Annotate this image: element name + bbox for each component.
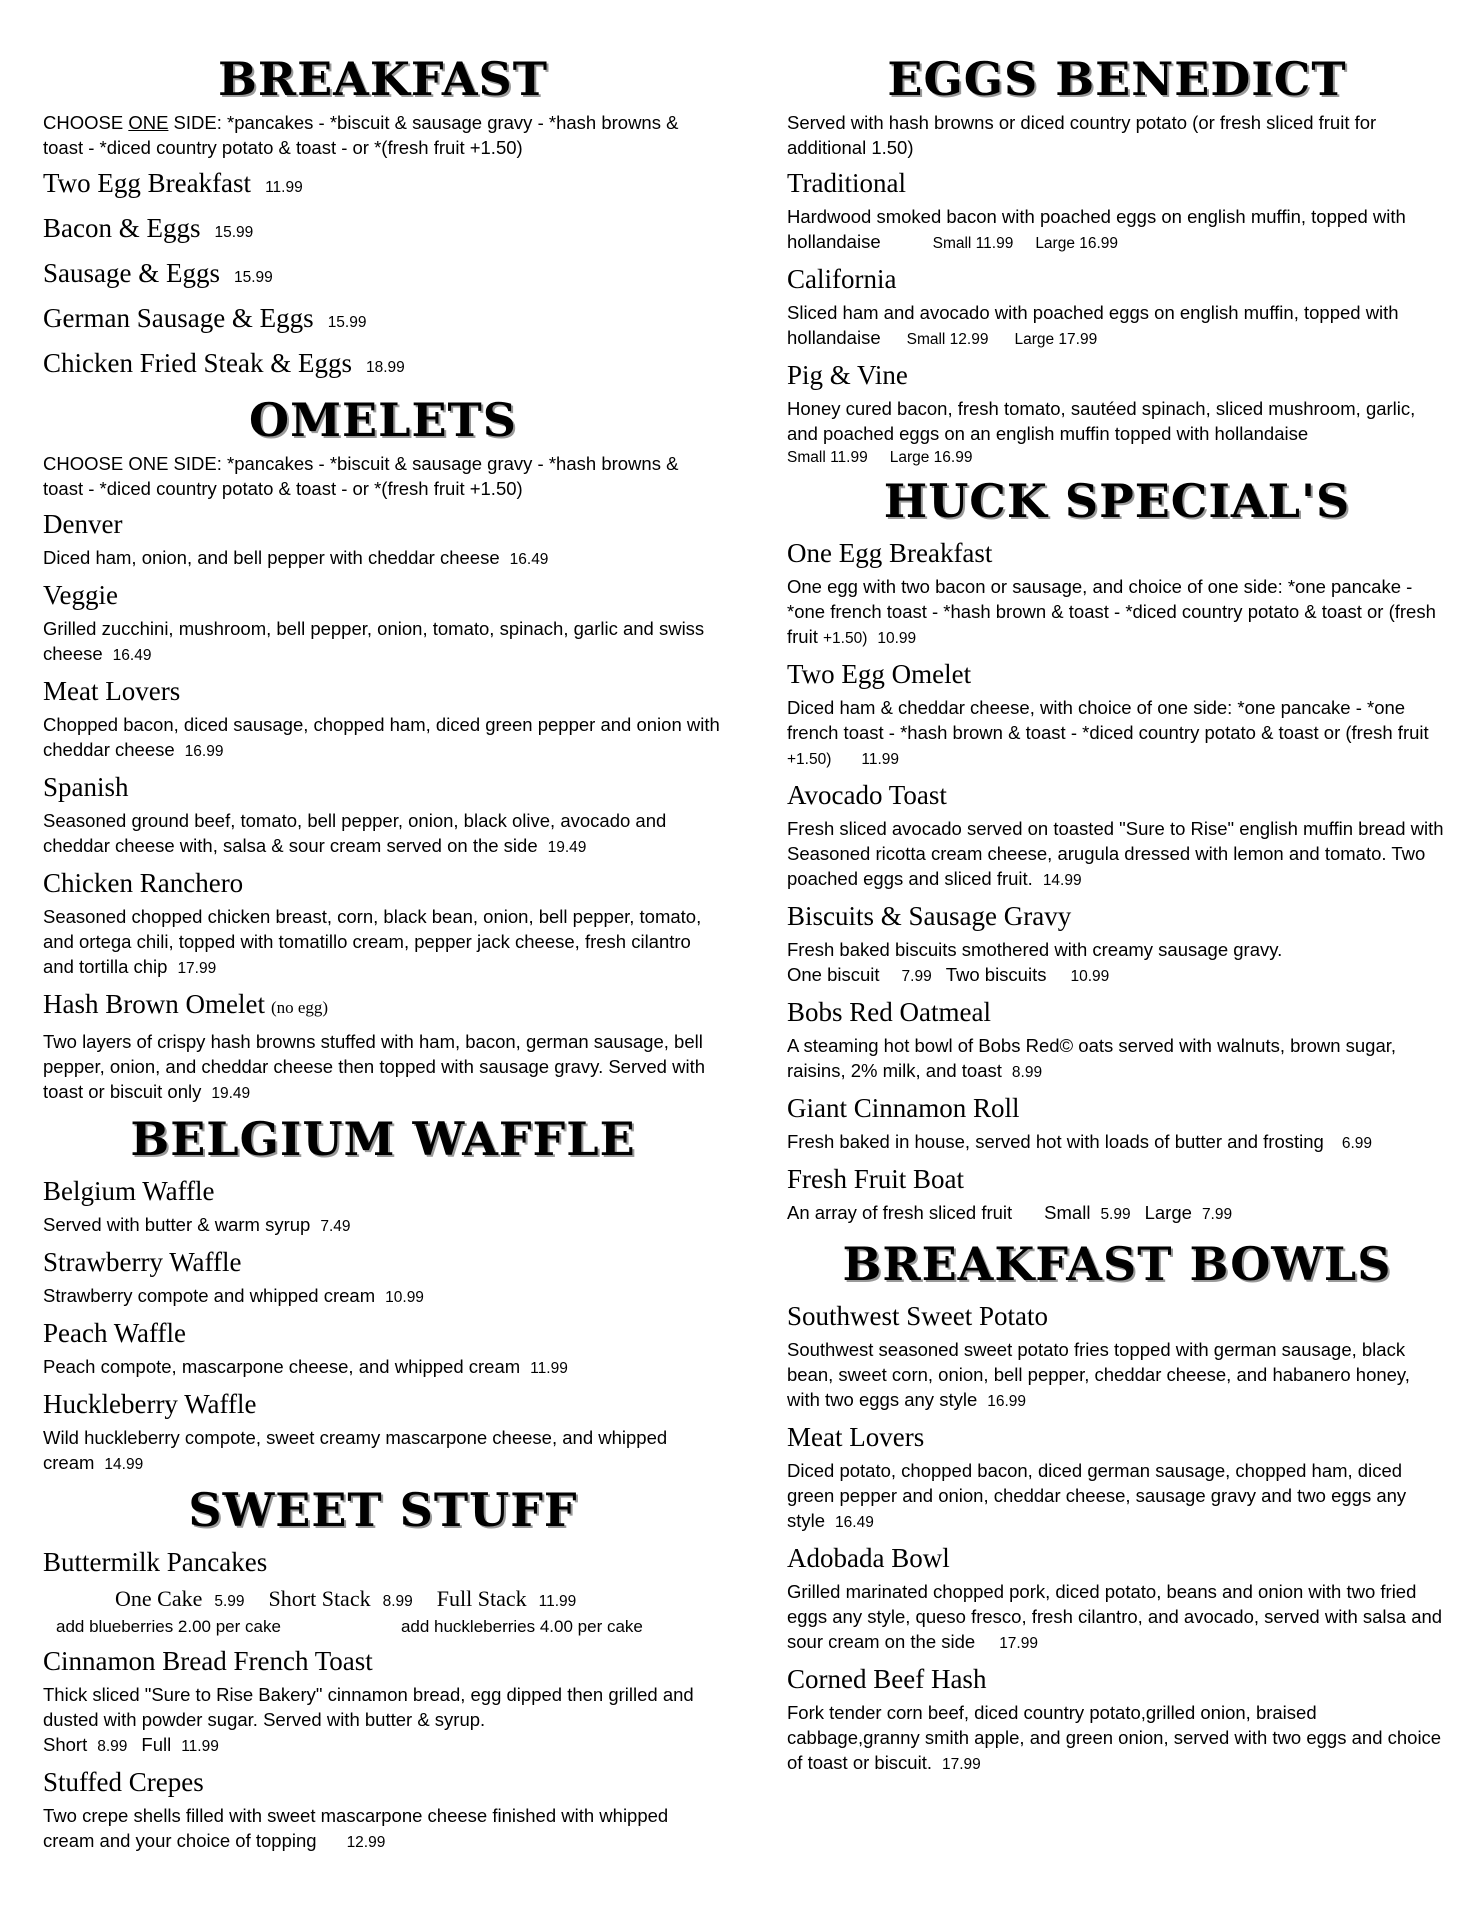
section-title-huck-specials: HUCK SPECIAL'S (883, 474, 1351, 528)
menu-item-name: Southwest Sweet Potato (787, 1301, 1048, 1331)
pancake-sizes: One Cake 5.99 Short Stack 8.99 Full Stack 11.99 (115, 1586, 577, 1611)
menu-item: Bacon & Eggs 15.99 (43, 213, 254, 243)
menu-item-desc: Peach compote, mascarpone cheese, and whipped cream 11.99 (43, 1356, 568, 1377)
menu-item-desc: Hardwood smoked bacon with poached eggs on english muffin, topped with hollandaise Small 11.99 Large 16.99 (787, 206, 1406, 252)
menu-item-desc: Thick sliced "Sure to Rise Bakery" cinnamon bread, egg dipped then grilled and dusted with powder sugar. Served with butter & syrup. (43, 1684, 694, 1730)
menu-item-name: Belgium Waffle (43, 1176, 215, 1206)
menu-item-desc: Seasoned ground beef, tomato, bell pepper, onion, black olive, avocado and cheddar cheese with, salsa & sour cream served on the side 19.49 (43, 810, 667, 856)
menu-item: German Sausage & Eggs 15.99 (43, 303, 367, 333)
menu-item-desc: A steaming hot bowl of Bobs Red© oats served with walnuts, brown sugar, raisins, 2% milk, and toast 8.99 (787, 1035, 1397, 1081)
menu-item-name: Meat Lovers (787, 1422, 925, 1452)
menu-item-name: Avocado Toast (787, 780, 947, 810)
menu-item-desc: Strawberry compote and whipped cream 10.99 (43, 1285, 424, 1306)
menu-item-desc: Diced ham, onion, and bell pepper with cheddar cheese 16.49 (43, 547, 549, 568)
menu-item-desc: Chopped bacon, diced sausage, chopped ham, diced green pepper and onion with cheddar cheese 16.99 (43, 714, 720, 760)
menu-item-name: Meat Lovers (43, 676, 181, 706)
menu-item-name: Veggie (43, 580, 118, 610)
menu-item-name: Biscuits & Sausage Gravy (787, 901, 1072, 931)
omelets-side-note: CHOOSE ONE SIDE: *pancakes - *biscuit & sausage gravy - *hash browns & toast - *diced country potato & toast - or *(fresh fruit +1.50) (43, 453, 679, 499)
menu-item-name: Stuffed Crepes (43, 1767, 204, 1797)
menu-item-desc: An array of fresh sliced fruit Small 5.99 Large 7.99 (787, 1202, 1233, 1223)
menu-item-name: Traditional (787, 168, 907, 198)
menu-item: Sausage & Eggs 15.99 (43, 258, 273, 288)
menu-item-name: Two Egg Omelet (787, 659, 972, 689)
menu-item-name: Strawberry Waffle (43, 1247, 242, 1277)
menu-item-desc: Two crepe shells filled with sweet mascarpone cheese finished with whipped cream and your choice of topping 12.99 (43, 1805, 669, 1851)
menu-item: Two Egg Breakfast 11.99 (43, 168, 303, 198)
menu-item-name: Giant Cinnamon Roll (787, 1093, 1020, 1123)
menu-item: Chicken Fried Steak & Eggs 18.99 (43, 348, 405, 378)
menu-item-name: Fresh Fruit Boat (787, 1164, 965, 1194)
breakfast-side-note: CHOOSE ONE SIDE: *pancakes - *biscuit & sausage gravy - *hash browns & toast - *diced country potato & toast - or *(fresh fruit +1.50) (43, 112, 679, 158)
french-toast-sizes: Short 8.99 Full 11.99 (43, 1734, 219, 1755)
menu-item-name: Adobada Bowl (787, 1543, 950, 1573)
menu-item-name: Huckleberry Waffle (43, 1389, 257, 1419)
section-title-waffle: BELGIUM WAFFLE (130, 1112, 636, 1166)
menu-item-desc: Seasoned chopped chicken breast, corn, black bean, onion, bell pepper, tomato, and ortega chili, topped with tomatillo cream, pepper jack cheese, fresh cilantro and tortilla chip 17.99 (43, 906, 702, 977)
menu-item-desc: Fresh baked biscuits smothered with creamy sausage gravy. (787, 939, 1283, 960)
biscuit-sizes: One biscuit 7.99 Two biscuits 10.99 (787, 964, 1110, 985)
section-title-omelets: OMELETS (249, 393, 517, 447)
menu-item-name: Spanish (43, 772, 129, 802)
menu-item-desc: Diced potato, chopped bacon, diced german sausage, chopped ham, diced green pepper and onion, cheddar cheese, sausage gravy and two eggs any style 16.49 (787, 1460, 1407, 1531)
menu-item-name: Peach Waffle (43, 1318, 187, 1348)
section-title-eggs-benedict: EGGS BENEDICT (887, 52, 1347, 106)
menu-item-name: Pig & Vine (787, 360, 908, 390)
left-column (43, 50, 723, 1855)
menu-item-desc: Grilled marinated chopped pork, diced potato, beans and onion with two fried eggs any style, queso fresco, fresh cilantro, and avocado, served with salsa and sour cream on the side 17.99 (787, 1581, 1443, 1652)
pancake-addons: add blueberries 2.00 per cake add huckleberries 4.00 per cake (56, 1617, 643, 1636)
menu-item-desc: Southwest seasoned sweet potato fries topped with german sausage, black bean, sweet corn, onion, bell pepper, cheddar cheese, and habanero honey, with two eggs any style 16.99 (787, 1339, 1410, 1410)
menu-item-desc: Fresh sliced avocado served on toasted "Sure to Rise" english muffin bread with Seasoned ricotta cream cheese, arugula dressed with lemon and tomato. Two poached eggs and sliced fruit. 14.99 (787, 818, 1444, 889)
menu-item-desc: Sliced ham and avocado with poached eggs on english muffin, topped with hollandaise Small 12.99 Large 17.99 (787, 302, 1399, 348)
menu-item-name: Corned Beef Hash (787, 1664, 987, 1694)
pig-vine-sizes: Small 11.99 Large 16.99 (787, 449, 973, 466)
menu-item-name: Cinnamon Bread French Toast (43, 1646, 373, 1676)
menu-item-name: California (787, 264, 897, 294)
menu-item-desc: One egg with two bacon or sausage, and choice of one side: *one pancake - *one french toast - *hash brown & toast - *diced country potato & toast or (fresh fruit +1.50) 10.99 (787, 576, 1436, 647)
menu-item-name: One Egg Breakfast (787, 538, 993, 568)
menu-item-desc: Fresh baked in house, served hot with loads of butter and frosting 6.99 (787, 1131, 1372, 1152)
menu-item-name: Denver (43, 509, 123, 539)
menu-item-desc: Two layers of crispy hash browns stuffed with ham, bacon, german sausage, bell pepper, onion, and cheddar cheese then topped with sausage gravy. Served with toast or biscuit only 19.49 (43, 1031, 705, 1102)
benedict-side-note: Served with hash browns or diced country potato (or fresh sliced fruit for additional 1.50) (787, 112, 1377, 158)
menu-item-name: Buttermilk Pancakes (43, 1547, 268, 1577)
menu-item-desc: Diced ham & cheddar cheese, with choice of one side: *one pancake - *one french toast - *hash brown & toast - *diced country potato & toast or (fresh fruit +1.50) 11.99 (787, 697, 1429, 768)
menu-item-desc: Wild huckleberry compote, sweet creamy mascarpone cheese, and whipped cream 14.99 (43, 1427, 668, 1473)
right-column (787, 50, 1447, 1777)
menu-item-desc: Honey cured bacon, fresh tomato, sautéed spinach, sliced mushroom, garlic, and poached eggs on an english muffin topped with hollandaise (787, 398, 1416, 444)
section-title-breakfast-bowls: BREAKFAST BOWLS (842, 1237, 1392, 1291)
menu-item-name: Bobs Red Oatmeal (787, 997, 991, 1027)
menu-item-desc: Grilled zucchini, mushroom, bell pepper, onion, tomato, spinach, garlic and swiss cheese 16.49 (43, 618, 705, 664)
menu-item-name: Hash Brown Omelet (no egg) (43, 989, 329, 1019)
section-title-breakfast: BREAKFAST (218, 52, 548, 106)
menu-item-desc: Served with butter & warm syrup 7.49 (43, 1214, 351, 1235)
section-title-sweet-stuff: SWEET STUFF (188, 1483, 578, 1537)
menu-item-desc: Fork tender corn beef, diced country potato,grilled onion, braised cabbage,granny smith apple, and green onion, served with two eggs and choice of toast or biscuit. 17.99 (787, 1702, 1442, 1773)
menu-item-name: Chicken Ranchero (43, 868, 244, 898)
